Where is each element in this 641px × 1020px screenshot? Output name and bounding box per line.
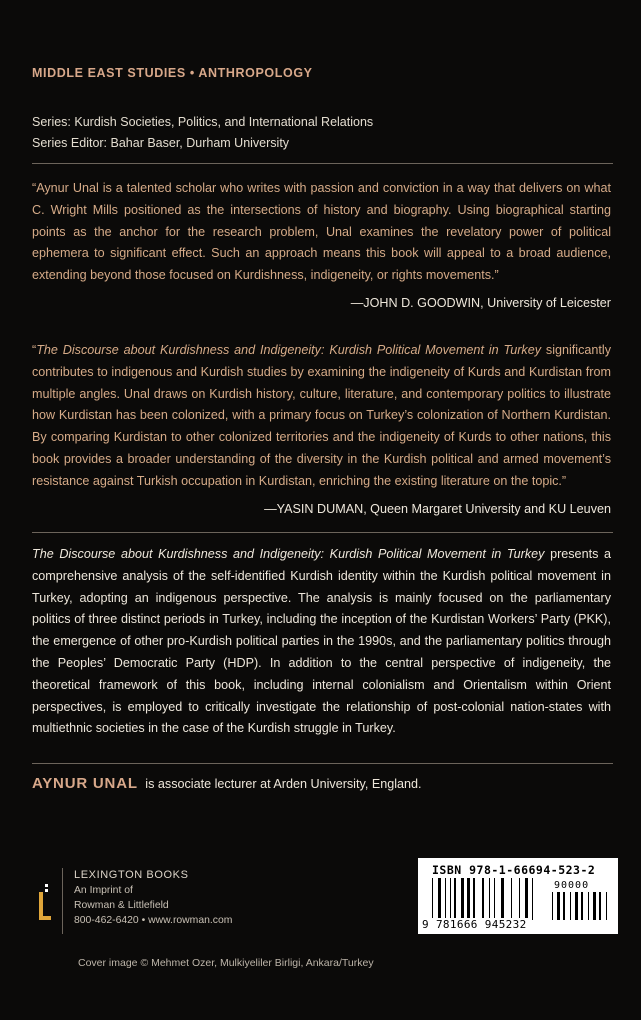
series-editor: Series Editor: Bahar Baser, Durham University [32, 136, 290, 150]
publisher-block [38, 868, 232, 934]
book-description [32, 544, 611, 740]
publisher-imprint: An Imprint of [74, 885, 133, 896]
quote-2-book-title: The Discourse about Kurdishness and Indigeneity: Kurdish Political Movement in Turkey [36, 343, 542, 357]
quote-1-attribution: —JOHN D. GOODWIN, University of Leicester [350, 296, 611, 310]
divider [32, 163, 613, 164]
barcode-bar [501, 878, 504, 920]
endorsement-quote-2 [32, 340, 611, 493]
barcode-bar [593, 892, 596, 920]
isbn-barcode [418, 858, 618, 934]
barcode-bar [525, 878, 528, 920]
author-bio [32, 775, 422, 792]
barcode-bar [606, 892, 607, 920]
barcode-bar [450, 878, 451, 920]
description-text: presents a comprehensive analysis of the self-identified Kurdish identity within the Kurdish political movement in Turkey, adopting an indigenous perspective. The analysis is mainly focused on the parliamentary politics of three distinct periods in Turkey, including the inception of the Kurdistan Workers’ Party (PKK), the emergence of other pro-Kurdish political parties in the 1990s, and the parliamentary politics through the Peoples’ Democratic Party (HDP). In addition to the central perspective of indigeneity, the theoretical framework of this book, including internal colonialism and Orientalism within Orient perspectives, is employed to critically investigate the relationship of post-colonial nation-states with multiethnic societies in the case of the Kurdish struggle in Turkey. [32, 547, 611, 736]
category-label: MIDDLE EAST STUDIES • ANTHROPOLOGY [32, 66, 313, 80]
barcode-bar [511, 878, 512, 920]
barcode-bar [473, 878, 475, 920]
barcode-bar [432, 878, 433, 920]
barcode-bar [482, 878, 484, 920]
author-name: AYNUR UNAL [32, 775, 138, 792]
publisher-parent: Rowman & Littlefield [74, 900, 169, 911]
barcode-bar [467, 878, 470, 920]
quote-2-text: significantly contributes to indigenous and Kurdish studies by examining the indigeneity of Kurds and Kurdistan from multiple angles. Unal draws on Kurdish history, culture, literature, and contemporary politics to illustrate how Kurdistan has been colonized, with a primary focus on Turkey’s colonization of Northern Kurdistan. By comparing Kurdistan to other colonized territories and the indigeneity of Kurds to other nations, this book provides a broader understanding of the diversity in the Kurdish political and armed movement’s resistance against Turkish occupation in Kurdistan, enriching the existing literature on the topic.” [32, 343, 611, 488]
series-title: Series: Kurdish Societies, Politics, and International Relations [32, 115, 374, 129]
barcode-bar [575, 892, 578, 920]
barcode-bar [570, 892, 571, 920]
barcode-bar [557, 892, 560, 920]
barcode-bar [519, 878, 520, 920]
publisher-info [74, 868, 232, 928]
publisher-name: LEXINGTON BOOKS [74, 869, 189, 881]
barcode-bar [581, 892, 583, 920]
divider [32, 763, 613, 764]
isbn-number: ISBN 978-1-66694-523-2 [432, 863, 596, 877]
barcode-bar [552, 892, 553, 920]
series-info [32, 112, 373, 154]
description-book-title: The Discourse about Kurdishness and Indigeneity: Kurdish Political Movement in Turkey [32, 547, 545, 561]
barcode-bar [445, 878, 446, 920]
lexington-logo-icon [38, 882, 52, 922]
endorsement-quote-1 [32, 178, 611, 287]
barcode-bar [563, 892, 565, 920]
quote-2-attribution: —YASIN DUMAN, Queen Margaret University and KU Leuven [264, 502, 611, 516]
divider [32, 532, 613, 533]
barcode-bar [438, 878, 441, 920]
publisher-divider [62, 868, 63, 934]
barcode-bar [532, 878, 533, 920]
barcode-bar [494, 878, 495, 920]
cover-image-credit: Cover image © Mehmet Ozer, Mulkiyeliler Birligi, Ankara/Turkey [78, 957, 374, 969]
quote-1-text: “Aynur Unal is a talented scholar who writes with passion and conviction in a way that delivers on what C. Wright Mills positioned as the intersections of history and biography. Using biographical starting points as the anchor for the research problem, Unal examines the revelatory power of political ephemera to significant effect. Such an approach means this book will appeal to a broad audience, extending beyond those focused on Kurdishness, indigeneity, or rights movements.” [32, 181, 611, 283]
quote-2-open-mark: “ [32, 343, 37, 357]
barcode-bar [588, 892, 589, 920]
barcode-bar [461, 878, 464, 920]
barcode-digits: 9 781666 945232 [422, 918, 527, 931]
publisher-contact: 800-462-6420 • www.rowman.com [74, 915, 233, 926]
barcode-bar [599, 892, 601, 920]
barcode-bar [454, 878, 456, 920]
price-code: 90000 [554, 880, 590, 891]
barcode-bar [489, 878, 490, 920]
author-bio-text: is associate lecturer at Arden University, England. [145, 777, 422, 791]
